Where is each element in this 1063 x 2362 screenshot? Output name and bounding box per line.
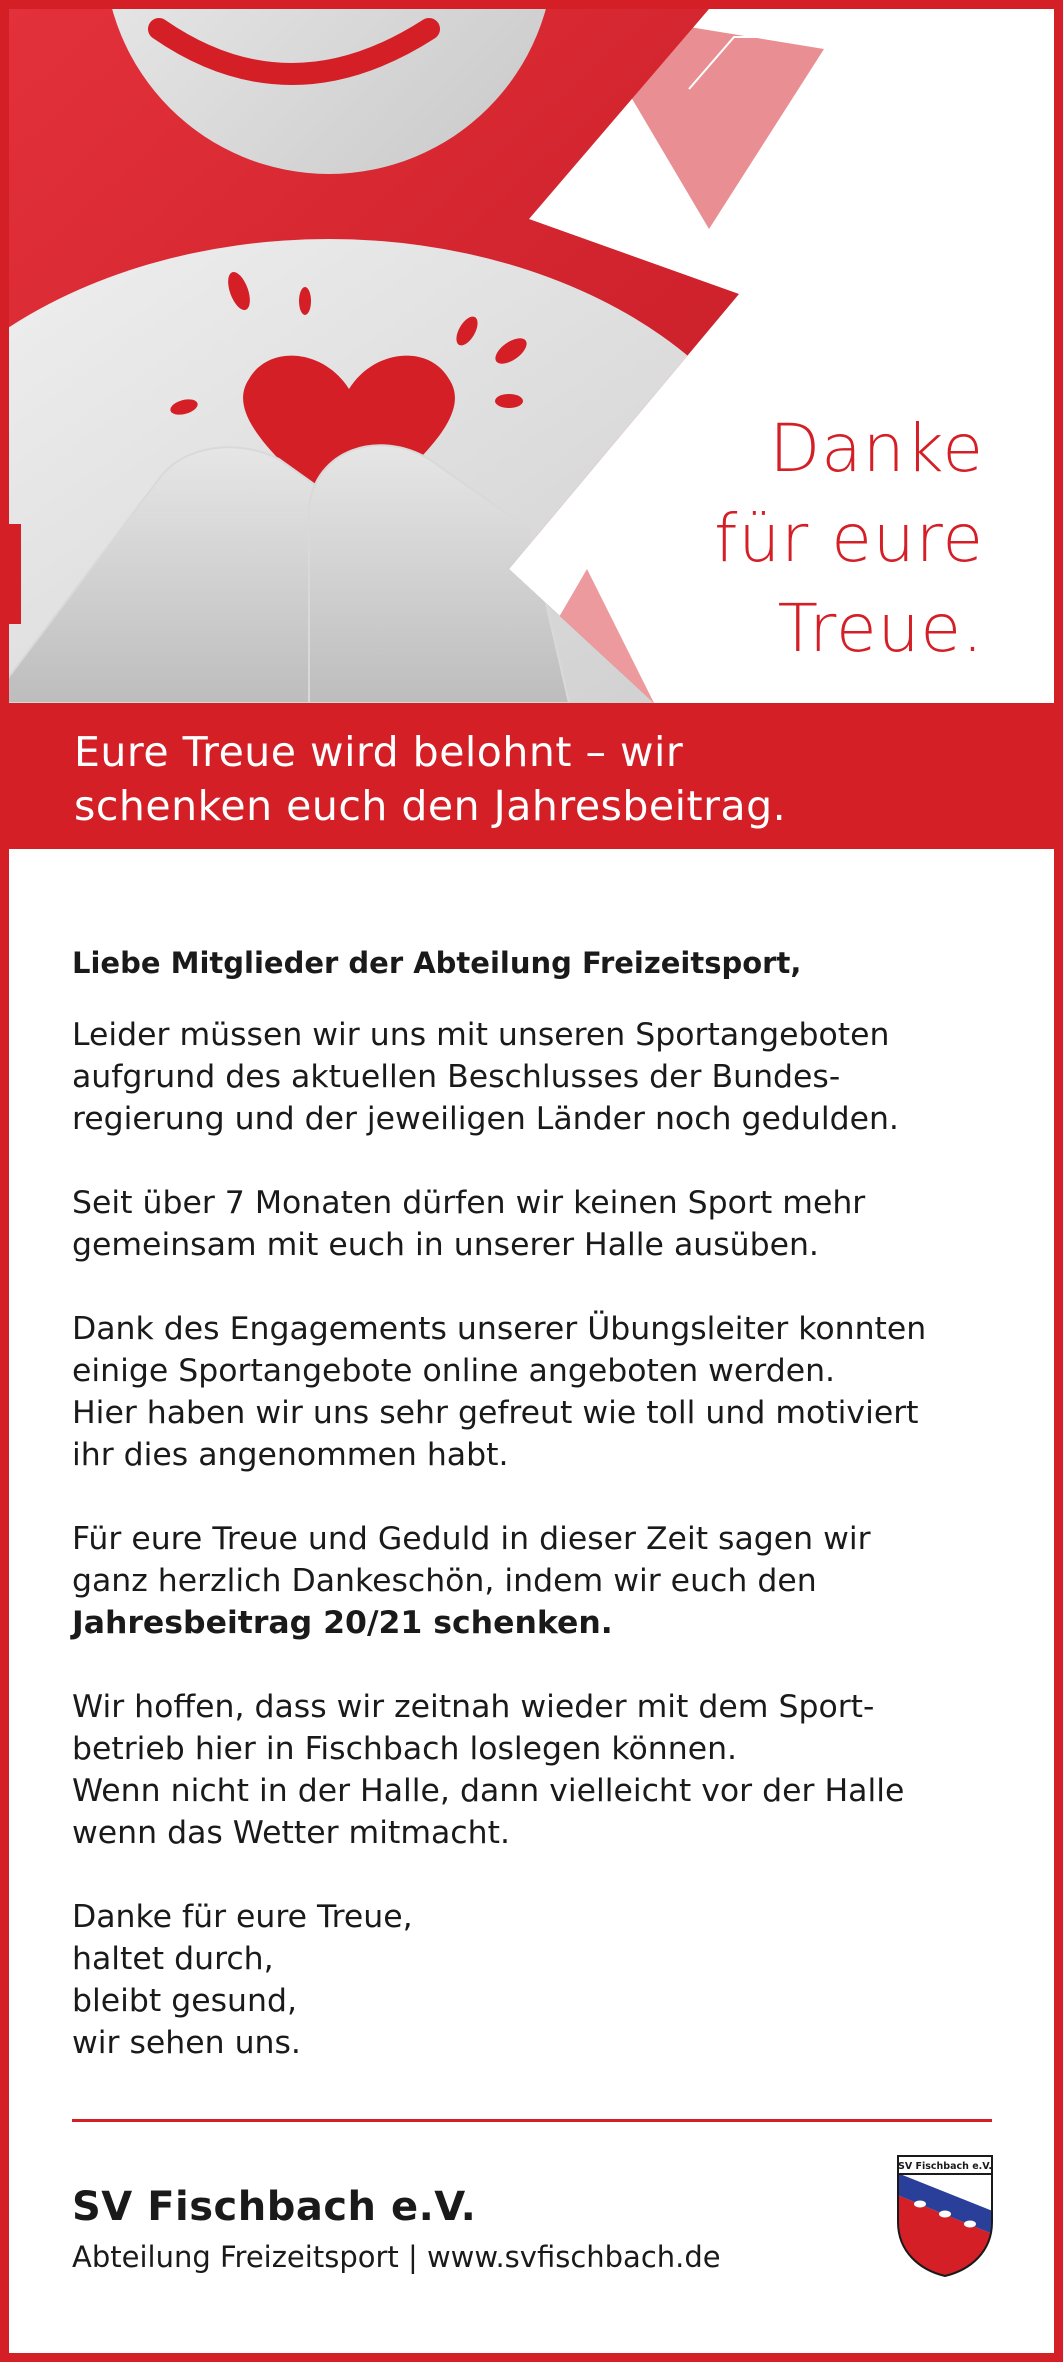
paragraph-line: ganz herzlich Dankeschön, indem wir euch den: [72, 1563, 817, 1599]
paragraph-line: regierung und der jeweiligen Länder noch gedulden.: [72, 1101, 899, 1137]
paragraph-line: Wir hoffen, dass wir zeitnah wieder mit dem Sport-: [72, 1689, 875, 1725]
closing-line: Danke für eure Treue,: [72, 1899, 413, 1935]
paragraph-1: [72, 1014, 1012, 1140]
paragraph-line: Wenn nicht in der Halle, dann vielleicht vor der Halle: [72, 1773, 905, 1809]
hero-headline: [564, 404, 984, 674]
paragraph-line: aufgrund des aktuellen Beschlusses der Bundes-: [72, 1059, 841, 1095]
paragraph-4: [72, 1518, 1012, 1644]
closing-line: bleibt gesund,: [72, 1983, 297, 2019]
subtitle-band: [9, 703, 1054, 849]
paragraph-line: betrieb hier in Fischbach loslegen können.: [72, 1731, 738, 1767]
paragraph-line-bold: [72, 1602, 1012, 1644]
paragraph-3: [72, 1308, 1012, 1476]
subtitle-line-2: schenken euch den Jahresbeitrag.: [74, 782, 787, 830]
letter-body: [72, 942, 1012, 2064]
paragraph-line: wenn das Wetter mitmacht.: [72, 1815, 510, 1851]
paragraph-line: Dank des Engagements unserer Übungsleiter konnten: [72, 1311, 927, 1347]
club-subline: Abteilung Freizeitsport | www.svfischbach.de: [72, 2240, 721, 2274]
highlight-text: Jahresbeitrag 20/21 schenken.: [72, 1605, 613, 1641]
hero-banner: [9, 9, 1054, 703]
paragraph-5: [72, 1686, 1012, 1854]
paragraph-line: Leider müssen wir uns mit unseren Sportangeboten: [72, 1017, 890, 1053]
salutation: Liebe Mitglieder der Abteilung Freizeitsport,: [72, 946, 802, 980]
closing: [72, 1896, 1012, 2064]
hero-headline-line-3: Treue.: [777, 590, 984, 667]
club-name: SV Fischbach e.V.: [72, 2184, 477, 2230]
hero-headline-line-1: Danke: [769, 410, 984, 487]
paragraph-line: einige Sportangebote online angeboten werden.: [72, 1353, 836, 1389]
hero-headline-line-2: für eure: [714, 500, 984, 577]
paragraph-line: Für eure Treue und Geduld in dieser Zeit sagen wir: [72, 1521, 871, 1557]
closing-line: wir sehen uns.: [72, 2025, 301, 2061]
paragraph-line: Hier haben wir uns sehr gefreut wie toll und motiviert: [72, 1395, 919, 1431]
club-crest-icon: [890, 2152, 1000, 2278]
paragraph-line: ihr dies angenommen habt.: [72, 1437, 509, 1473]
crest-label: SV Fischbach e.V.: [898, 2161, 992, 2172]
subtitle-line-1: Eure Treue wird belohnt – wir: [74, 728, 684, 776]
paragraph-line: gemeinsam mit euch in unserer Halle ausüben.: [72, 1227, 819, 1263]
paragraph-line: Seit über 7 Monaten dürfen wir keinen Sport mehr: [72, 1185, 866, 1221]
footer-divider: [72, 2119, 992, 2122]
closing-line: haltet durch,: [72, 1941, 274, 1977]
paragraph-2: [72, 1182, 1012, 1266]
